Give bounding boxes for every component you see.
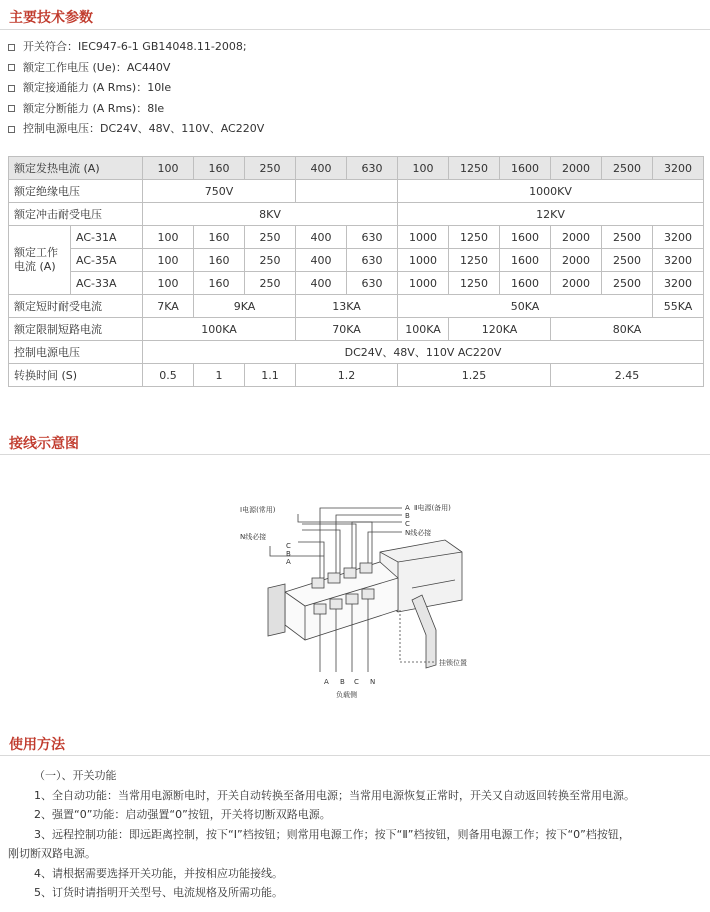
section-title-usage: 使用方法 — [9, 737, 65, 753]
table-cell: 100 — [398, 157, 449, 180]
table-cell: 1000KV — [398, 180, 704, 203]
table-cell: 2500 — [602, 272, 653, 295]
table-cell: 160 — [194, 226, 245, 249]
table-cell: 1.1 — [245, 364, 296, 387]
row-label: 额定限制短路电流 — [9, 318, 143, 341]
table-cell: 100 — [143, 226, 194, 249]
table-cell: 1250 — [449, 226, 500, 249]
row-label: 额定发热电流 (A) — [9, 157, 143, 180]
table-cell: 160 — [194, 249, 245, 272]
table-cell: 100 — [143, 249, 194, 272]
label-n-required-right: N线必接 — [405, 529, 432, 537]
table-row — [9, 364, 704, 387]
table-cell: 12KV — [398, 203, 704, 226]
table-cell: 400 — [296, 272, 347, 295]
table-cell: 2000 — [551, 272, 602, 295]
spec-bullet-list — [8, 37, 264, 140]
table-cell: 1000 — [398, 226, 449, 249]
checkbox-icon — [8, 64, 15, 71]
table-cell: 630 — [347, 249, 398, 272]
table-cell: 100 — [143, 272, 194, 295]
table-cell — [296, 180, 398, 203]
table-row — [9, 157, 704, 180]
row-label-line: 电流 (A) — [14, 260, 56, 273]
label-load-side: 负载侧 — [336, 691, 357, 699]
table-cell: 750V — [143, 180, 296, 203]
table-row — [9, 180, 704, 203]
table-cell: 55KA — [653, 295, 704, 318]
table-cell: 630 — [347, 272, 398, 295]
table-cell: 1000 — [398, 272, 449, 295]
row-label: 控制电源电压 — [9, 341, 143, 364]
table-cell: 50KA — [398, 295, 653, 318]
label-phase-a-right: A — [405, 504, 410, 512]
section-divider — [0, 454, 710, 455]
label-load-phase-n: N — [370, 678, 376, 686]
table-cell: 120KA — [449, 318, 551, 341]
section-divider — [0, 755, 710, 756]
sub-label: AC-31A — [71, 226, 143, 249]
table-cell: 100KA — [398, 318, 449, 341]
section-title-wiring: 接线示意图 — [9, 436, 79, 452]
checkbox-icon — [8, 44, 15, 51]
usage-item: 5、订货时请指明开关型号、电流规格及所需功能。 — [34, 886, 283, 899]
checkbox-icon — [8, 126, 15, 133]
usage-item: 3、远程控制功能：即远距离控制，按下“Ⅰ”档按钮；则常用电源工作；按下“Ⅱ”档按钮，则备用电源工作；按下“0”档按钮， — [34, 827, 630, 841]
table-cell: 250 — [245, 249, 296, 272]
table-cell: 2.45 — [551, 364, 704, 387]
table-cell: DC24V、48V、110V AC220V — [143, 341, 704, 364]
bullet-text: 额定接通能力 (A Rms)：10Ie — [23, 81, 172, 94]
table-cell: 2500 — [602, 226, 653, 249]
table-cell: 1600 — [500, 249, 551, 272]
label-phase-c-left: C — [286, 542, 291, 550]
table-cell: 3200 — [653, 272, 704, 295]
table-cell: 8KV — [143, 203, 398, 226]
row-label: 额定绝缘电压 — [9, 180, 143, 203]
table-cell: 160 — [194, 157, 245, 180]
table-cell: 1250 — [449, 157, 500, 180]
spec-bullet — [8, 58, 264, 79]
table-cell: 2000 — [551, 249, 602, 272]
label-lock-position: 挂锁位置 — [439, 659, 467, 667]
bullet-text: 控制电源电压：DC24V、48V、110V、AC220V — [23, 122, 265, 135]
table-row — [9, 272, 704, 295]
table-cell: 80KA — [551, 318, 704, 341]
table-cell: 1250 — [449, 272, 500, 295]
table-cell: 400 — [296, 157, 347, 180]
table-cell: 400 — [296, 249, 347, 272]
checkbox-icon — [8, 105, 15, 112]
section-title-specs: 主要技术参数 — [9, 10, 93, 26]
table-cell: 630 — [347, 226, 398, 249]
table-row — [9, 203, 704, 226]
label-source-1: Ⅰ电源(常用) — [240, 506, 276, 514]
table-cell: 400 — [296, 226, 347, 249]
row-label — [9, 226, 71, 295]
spec-table — [8, 156, 704, 387]
table-cell: 2000 — [551, 226, 602, 249]
sub-label: AC-33A — [71, 272, 143, 295]
table-cell: 3200 — [653, 249, 704, 272]
table-cell: 1 — [194, 364, 245, 387]
table-row — [9, 318, 704, 341]
table-cell: 3200 — [653, 226, 704, 249]
label-phase-a-left: A — [286, 558, 291, 566]
table-cell: 70KA — [296, 318, 398, 341]
table-cell: 630 — [347, 157, 398, 180]
table-row — [9, 295, 704, 318]
table-cell: 100KA — [143, 318, 296, 341]
label-load-phase-b: B — [340, 678, 345, 686]
checkbox-icon — [8, 85, 15, 92]
row-label: 额定短时耐受电流 — [9, 295, 143, 318]
label-phase-c-right: C — [405, 520, 410, 528]
label-load-phase-a: A — [324, 678, 329, 686]
table-cell: 1.25 — [398, 364, 551, 387]
row-label: 转换时间 (S) — [9, 364, 143, 387]
table-cell: 2000 — [551, 157, 602, 180]
label-load-phase-c: C — [354, 678, 359, 686]
table-row — [9, 226, 704, 249]
sub-label: AC-35A — [71, 249, 143, 272]
usage-item: 刚切断双路电源。 — [8, 847, 96, 860]
table-cell: 1600 — [500, 272, 551, 295]
table-row — [9, 249, 704, 272]
spec-bullet — [8, 37, 264, 58]
bullet-text: 开关符合：IEC947-6-1 GB14048.11-2008; — [23, 40, 247, 53]
spec-bullet — [8, 99, 264, 120]
usage-item: 1、全自动功能：当常用电源断电时，开关自动转换至备用电源；当常用电源恢复正常时，开关又自动返回转换至常用电源。 — [34, 788, 635, 802]
label-phase-b-left: B — [286, 550, 291, 558]
label-n-required-left: N线必接 — [240, 533, 267, 541]
table-cell: 250 — [245, 272, 296, 295]
table-cell: 1250 — [449, 249, 500, 272]
label-source-2: Ⅱ电源(备用) — [414, 504, 451, 512]
table-cell: 7KA — [143, 295, 194, 318]
bullet-text: 额定工作电压 (Ue)：AC440V — [23, 60, 171, 74]
spec-bullet — [8, 78, 264, 99]
table-cell: 1000 — [398, 249, 449, 272]
table-row — [9, 341, 704, 364]
table-cell: 9KA — [194, 295, 296, 318]
usage-item: 2、强置“0”功能：启动强置“0”按钮，开关将切断双路电源。 — [34, 808, 331, 821]
section-divider — [0, 29, 710, 30]
bullet-text: 额定分断能力 (A Rms)：8Ie — [23, 101, 165, 115]
table-cell: 0.5 — [143, 364, 194, 387]
table-cell: 250 — [245, 157, 296, 180]
table-cell: 1600 — [500, 157, 551, 180]
row-label-line: 额定工作 — [14, 246, 58, 259]
row-label: 额定冲击耐受电压 — [9, 203, 143, 226]
spec-bullet — [8, 119, 264, 140]
table-cell: 2500 — [602, 157, 653, 180]
table-cell: 100 — [143, 157, 194, 180]
table-cell: 250 — [245, 226, 296, 249]
table-cell: 13KA — [296, 295, 398, 318]
wiring-diagram — [240, 500, 480, 700]
table-cell: 160 — [194, 272, 245, 295]
usage-heading: （一）、开关功能 — [34, 769, 117, 782]
table-cell: 1600 — [500, 226, 551, 249]
usage-text — [8, 766, 706, 903]
usage-item: 4、请根据需要选择开关功能，并按相应功能接线。 — [34, 866, 283, 880]
table-cell: 2500 — [602, 249, 653, 272]
table-cell: 1.2 — [296, 364, 398, 387]
label-phase-b-right: B — [405, 512, 410, 520]
table-cell: 3200 — [653, 157, 704, 180]
